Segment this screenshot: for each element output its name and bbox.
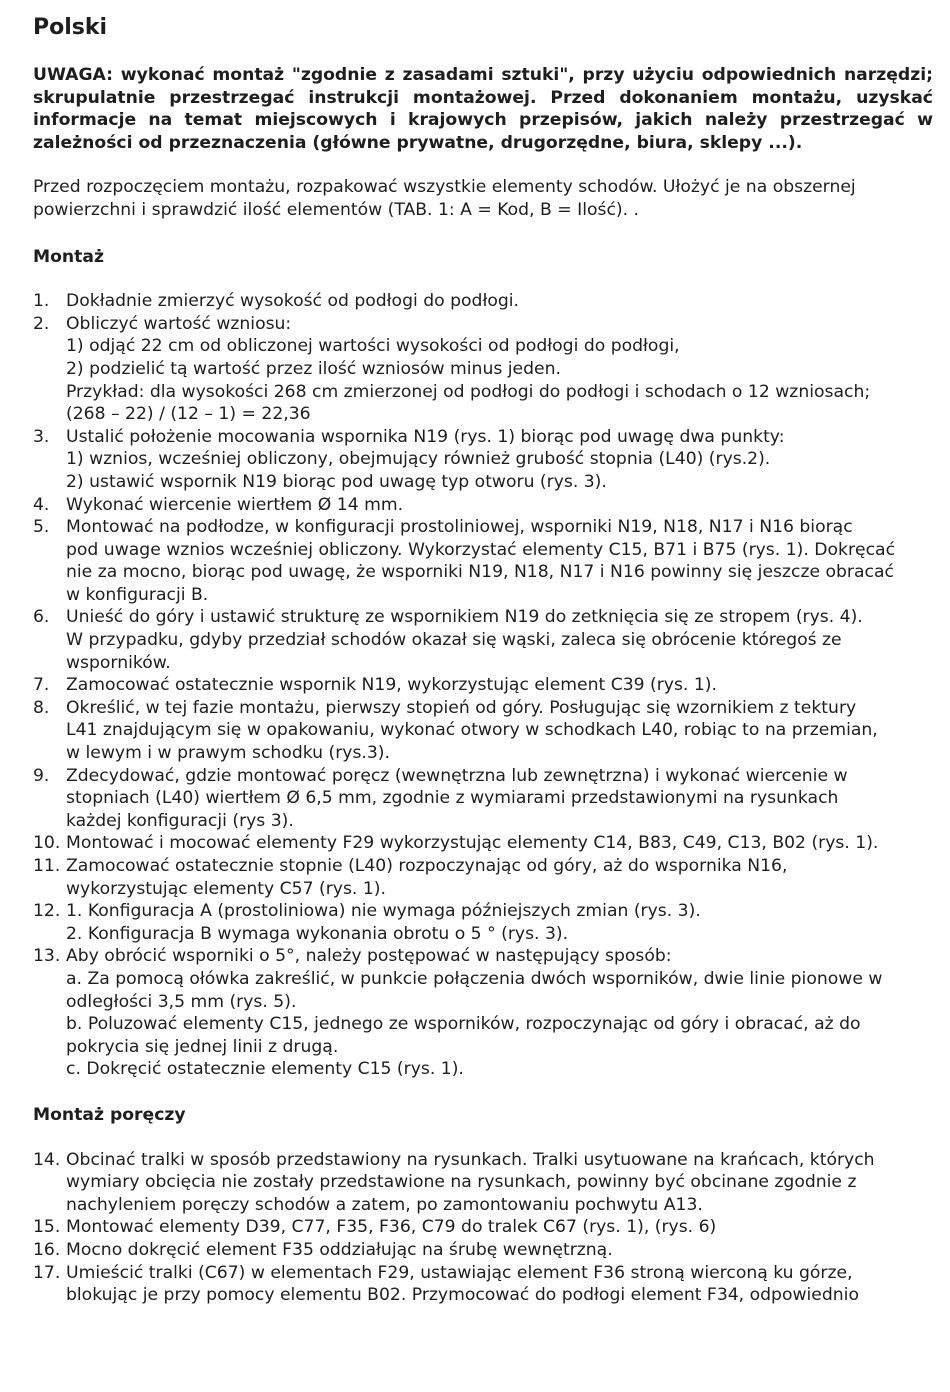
step-text-line: nie za mocno, biorąc pod uwagę, że wsporniki N19, N18, N17 i N16 powinny się jeszcze obracać <box>66 562 894 583</box>
step-text-line: Wykonać wiercenie wiertłem Ø 14 mm. <box>66 494 404 515</box>
list-item <box>33 1216 933 1239</box>
list-item <box>33 674 933 697</box>
step-text-line: Obcinać tralki w sposób przedstawiony na rysunkach. Tralki usytuowane na krańcach, których <box>66 1149 875 1170</box>
intro-line: powierzchni i sprawdzić ilość elementów (TAB. 1: A = Kod, B = Ilość). . <box>33 199 639 220</box>
step-text-line: 1) odjąć 22 cm od obliczonej wartości wysokości od podłogi do podłogi, <box>66 336 680 357</box>
step-number: 5. <box>33 517 50 538</box>
step-text-line: a. Za pomocą ołówka zakreślić, w punkcie połączenia dwóch wsporników, dwie linie pionowe w <box>66 968 883 989</box>
step-text-line: w lewym i w prawym schodku (rys.3). <box>66 743 390 764</box>
instruction-sections <box>33 246 933 1307</box>
list-item <box>33 1262 933 1307</box>
step-text-line: wykorzystując elementy C57 (rys. 1). <box>66 878 386 899</box>
step-text-line: nachyleniem poręczy schodów a zatem, po zamontowaniu pochwytu A13. <box>66 1194 703 1215</box>
manual-page <box>33 14 933 1330</box>
step-text-line: W przypadku, gdyby przedział schodów okazał się wąski, zaleca się obrócenie któregoś ze <box>66 630 842 651</box>
step-text-line: 2) podzielić tą wartość przez ilość wzniosów minus jeden. <box>66 358 561 379</box>
intro-paragraph <box>33 176 933 221</box>
step-number: 15. <box>33 1217 61 1238</box>
step-text-line: każdej konfiguracji (rys 3). <box>66 810 294 831</box>
list-item <box>33 855 933 900</box>
step-text-line: Unieść do góry i ustawić strukturę ze wspornikiem N19 do zetknięcia się ze stropem (rys. 4). <box>66 607 863 628</box>
steps-list <box>33 1149 933 1307</box>
step-number: 4. <box>33 494 50 515</box>
step-text-line: Montować na podłodze, w konfiguracji prostoliniowej, wsporniki N19, N18, N17 i N16 biorąc <box>66 517 853 538</box>
step-number: 8. <box>33 697 50 718</box>
section-heading: Montaż <box>33 246 104 267</box>
intro-line: Przed rozpoczęciem montażu, rozpakować wszystkie elementy schodów. Ułożyć je na obszernej <box>33 177 856 198</box>
step-text-line: Zamocować ostatecznie wspornik N19, wykorzystując element C39 (rys. 1). <box>66 675 717 696</box>
step-text-line: Zdecydować, gdzie montować poręcz (wewnętrzna lub zewnętrzna) i wykonać wiercenie w <box>66 765 848 786</box>
step-number: 2. <box>33 313 50 334</box>
list-item <box>33 494 933 517</box>
step-number: 13. <box>33 946 61 967</box>
list-item <box>33 945 933 1081</box>
step-number: 7. <box>33 675 50 696</box>
step-text-line: 1. Konfiguracja A (prostoliniowa) nie wymaga późniejszych zmian (rys. 3). <box>66 901 701 922</box>
step-number: 1. <box>33 291 50 312</box>
step-number: 12. <box>33 901 61 922</box>
step-text-line: odległości 3,5 mm (rys. 5). <box>66 991 297 1012</box>
language-title: Polski <box>33 15 108 40</box>
step-text-line: L41 znajdującym się w opakowaniu, wykonać otwory w schodkach L40, robiąc to na przemian, <box>66 720 878 741</box>
list-item <box>33 606 933 674</box>
section-heading: Montaż poręczy <box>33 1104 186 1125</box>
step-text-line: Aby obrócić wsporniki o 5°, należy postępować w następujący sposób: <box>66 946 672 967</box>
list-item <box>33 426 933 494</box>
list-item <box>33 900 933 945</box>
step-text-line: 2. Konfiguracja B wymaga wykonania obrotu o 5 ° (rys. 3). <box>66 923 569 944</box>
step-text-line: pokrycia się jednej linii z drugą. <box>66 1036 339 1057</box>
step-text-line: Dokładnie zmierzyć wysokość od podłogi do podłogi. <box>66 291 519 312</box>
step-text-line: Mocno dokręcić element F35 oddziałując na śrubę wewnętrzną. <box>66 1239 613 1260</box>
step-text-line: Montować i mocować elementy F29 wykorzystując elementy C14, B83, C49, C13, B02 (rys. 1). <box>66 833 879 854</box>
list-item <box>33 1149 933 1217</box>
step-number: 9. <box>33 765 50 786</box>
step-text-line: Ustalić położenie mocowania wspornika N19 (rys. 1) biorąc pod uwagę dwa punkty: <box>66 426 785 447</box>
step-text-line: 1) wznios, wcześniej obliczony, obejmujący również grubość stopnia (L40) (rys.2). <box>66 449 771 470</box>
step-text-line: 2) ustawić wspornik N19 biorąc pod uwagę typ otworu (rys. 3). <box>66 471 607 492</box>
list-item <box>33 697 933 765</box>
steps-list <box>33 290 933 1081</box>
step-text-line: Obliczyć wartość wzniosu: <box>66 313 292 334</box>
step-text-line: Zamocować ostatecznie stopnie (L40) rozpoczynając od góry, aż do wspornika N16, <box>66 856 788 876</box>
list-item <box>33 516 933 606</box>
step-text-line: Montować elementy D39, C77, F35, F36, C79 do tralek C67 (rys. 1), (rys. 6) <box>66 1217 717 1238</box>
step-number: 14. <box>33 1149 61 1170</box>
list-item <box>33 1239 933 1262</box>
step-text-line: wsporników. <box>66 652 171 673</box>
step-text-line: Umieścić tralki (C67) w elementach F29, ustawiając element F36 stroną wierconą ku górze, <box>66 1262 853 1283</box>
step-text-line: b. Poluzować elementy C15, jednego ze wsporników, rozpoczynając od góry i obracać, aż do <box>66 1014 861 1035</box>
step-text-line: wymiary obcięcia nie zostały przedstawione na rysunkach, powinny być obcinane zgodnie z <box>66 1172 857 1193</box>
list-item <box>33 290 933 313</box>
step-text-line: (268 – 22) / (12 – 1) = 22,36 <box>66 404 311 425</box>
step-text-line: Przykład: dla wysokości 268 cm zmierzonej od podłogi do podłogi i schodach o 12 wzniosach; <box>66 381 871 402</box>
step-text-line: Określić, w tej fazie montażu, pierwszy stopień od góry. Posługując się wzornikiem z tektury <box>66 697 857 718</box>
step-text-line: pod uwage wznios wcześniej obliczony. Wykorzystać elementy C15, B71 i B75 (rys. 1). Dokręcać <box>66 539 896 560</box>
step-number: 6. <box>33 607 50 628</box>
step-text-line: stopniach (L40) wiertłem Ø 6,5 mm, zgodnie z wymiarami przedstawionymi na rysunkach <box>66 788 839 809</box>
step-number: 10. <box>33 833 61 854</box>
list-item <box>33 765 933 833</box>
list-item <box>33 313 933 426</box>
step-number: 11. <box>33 856 61 876</box>
list-item <box>33 832 933 855</box>
step-text-line: w konfiguracji B. <box>66 584 209 605</box>
step-number: 17. <box>33 1262 61 1283</box>
warning-paragraph: UWAGA: wykonać montaż "zgodnie z zasadami sztuki", przy użyciu odpowiednich narzędzi; skrupulatnie przestrzegać instrukcji montażowej. Przed dokonaniem montażu, uzyskać informacje na temat miejscowych i krajowych przepisów, jakich należy przestrzegać w zależności od przeznaczenia (główne prywatne, drugorzędne, biura, sklepy ...). <box>33 65 933 153</box>
step-text-line: blokując je przy pomocy elementu B02. Przymocować do podłogi element F34, odpowiednio <box>66 1285 859 1306</box>
step-text-line: c. Dokręcić ostatecznie elementy C15 (rys. 1). <box>66 1059 464 1080</box>
step-number: 16. <box>33 1239 61 1260</box>
step-number: 3. <box>33 426 50 447</box>
